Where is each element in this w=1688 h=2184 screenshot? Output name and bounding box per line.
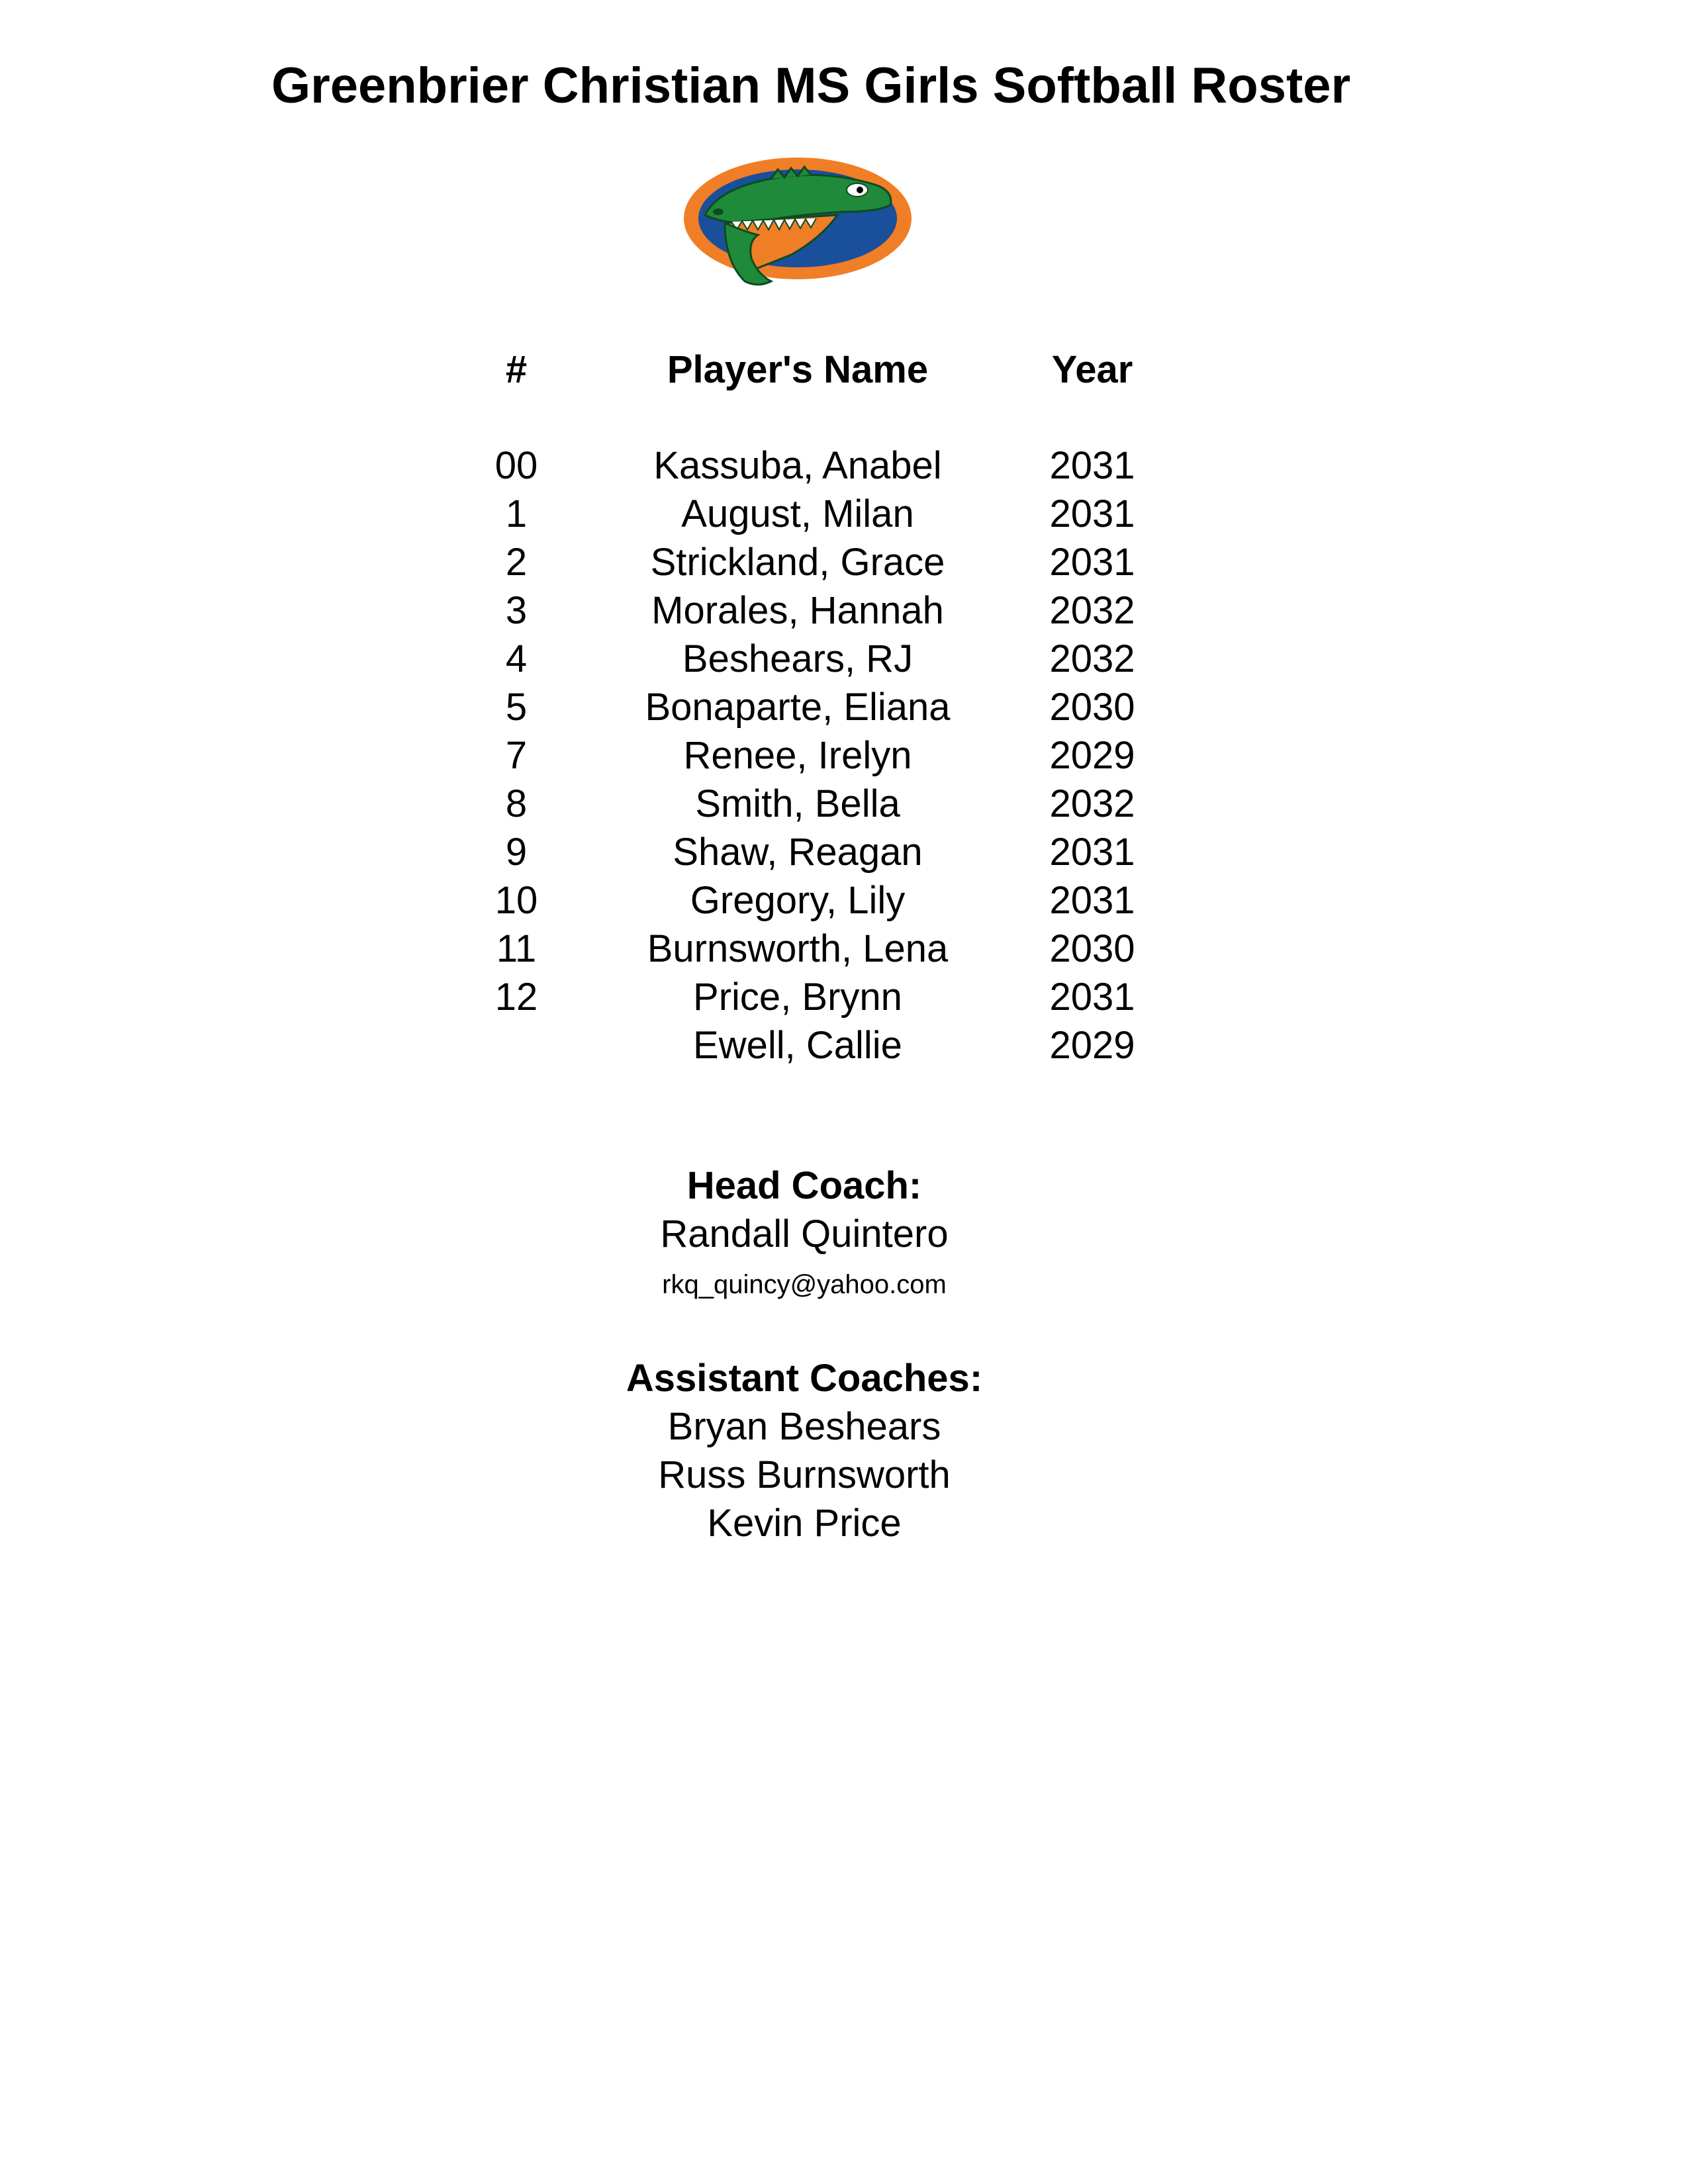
- player-number: 12: [494, 976, 538, 1019]
- player-year: 2030: [1049, 927, 1135, 970]
- player-name: Renee, Irelyn: [683, 734, 912, 777]
- player-number: 9: [505, 831, 528, 874]
- player-name: Burnsworth, Lena: [647, 927, 949, 970]
- head-coach-heading: Head Coach:: [686, 1164, 922, 1207]
- player-number: 4: [505, 637, 528, 680]
- player-year: 2032: [1049, 589, 1135, 632]
- player-number: 00: [494, 444, 538, 487]
- player-year: 2031: [1049, 492, 1135, 535]
- player-year: 2030: [1049, 686, 1135, 729]
- player-name: Beshears, RJ: [682, 637, 914, 680]
- assistant-coach-name: Russ Burnsworth: [658, 1453, 951, 1496]
- player-number: 11: [496, 927, 537, 970]
- player-number: 2: [505, 541, 528, 584]
- header-number: #: [505, 348, 528, 391]
- header-year: Year: [1051, 348, 1133, 391]
- player-name: Morales, Hannah: [651, 589, 944, 632]
- head-coach-email: rkq_quincy@yahoo.com: [662, 1270, 947, 1299]
- head-coach-name: Randall Quintero: [660, 1212, 949, 1255]
- assistant-coach-name: Bryan Beshears: [667, 1405, 941, 1448]
- player-year: 2031: [1049, 879, 1135, 922]
- player-year: 2032: [1049, 637, 1135, 680]
- player-year: 2031: [1049, 831, 1135, 874]
- player-year: 2029: [1049, 1024, 1135, 1067]
- player-number: 8: [505, 782, 528, 825]
- player-year: 2032: [1049, 782, 1135, 825]
- player-name: Ewell, Callie: [693, 1024, 902, 1067]
- assistant-coach-name: Kevin Price: [707, 1502, 902, 1545]
- player-name: Price, Brynn: [693, 976, 902, 1019]
- player-year: 2031: [1049, 541, 1135, 584]
- player-year: 2031: [1049, 976, 1135, 1019]
- player-name: Gregory, Lily: [690, 879, 906, 922]
- player-number: 5: [505, 686, 528, 729]
- player-number: 7: [505, 734, 528, 777]
- player-number: 1: [505, 492, 528, 535]
- player-number: 10: [494, 879, 538, 922]
- player-name: August, Milan: [681, 492, 914, 535]
- player-name: Strickland, Grace: [650, 541, 945, 584]
- player-name: Smith, Bella: [695, 782, 900, 825]
- gator-head-logo-icon: [679, 149, 917, 295]
- player-year: 2031: [1049, 444, 1135, 487]
- header-player-name: Player's Name: [667, 348, 929, 391]
- player-year: 2029: [1049, 734, 1135, 777]
- player-number: 3: [505, 589, 528, 632]
- page-title: Greenbrier Christian MS Girls Softball Roster: [271, 58, 1351, 114]
- player-name: Shaw, Reagan: [673, 831, 923, 874]
- player-name: Kassuba, Anabel: [653, 444, 942, 487]
- player-name: Bonaparte, Eliana: [645, 686, 951, 729]
- assistant-coaches-heading: Assistant Coaches:: [626, 1357, 983, 1400]
